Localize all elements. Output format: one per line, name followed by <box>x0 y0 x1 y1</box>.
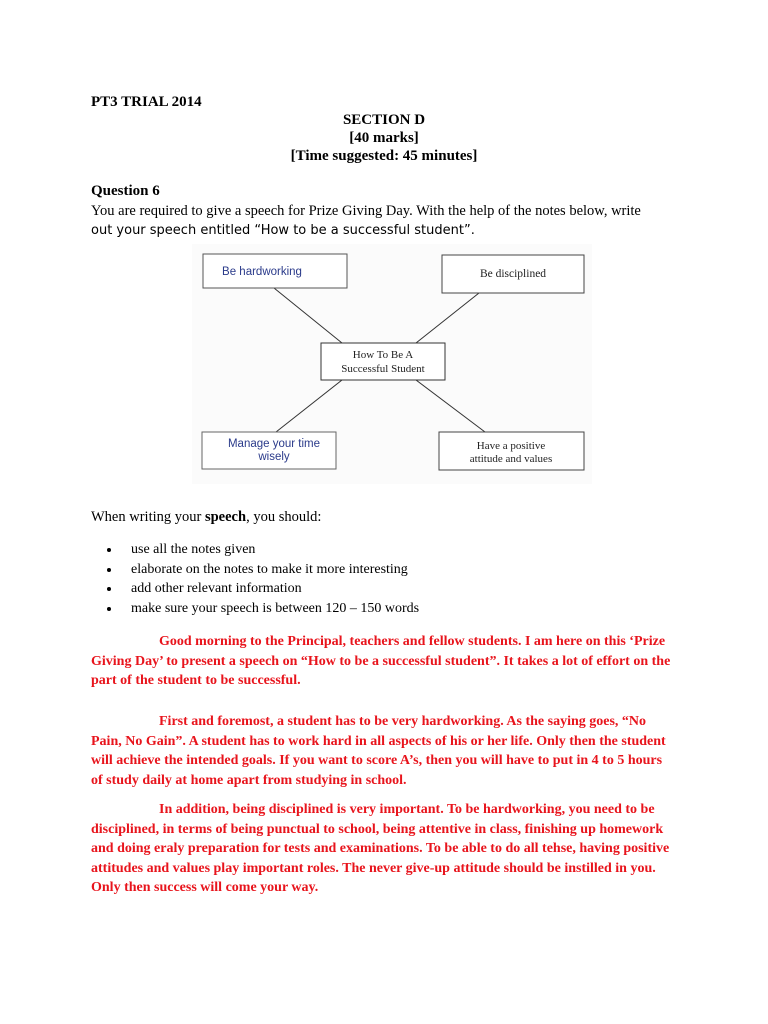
instructions-intro <box>91 509 321 526</box>
list-item: • make sure your speech is between 120 – 150 words <box>121 599 419 619</box>
section-time: [Time suggested: 45 minutes] <box>290 148 478 164</box>
question-line-1: You are required to give a speech for Prize Giving Day. With the help of the notes below, write <box>91 203 641 219</box>
question-title: Question 6 <box>91 183 160 199</box>
label-bottom-left-line-2: wisely <box>258 451 290 463</box>
list-item: • elaborate on the notes to make it more interesting <box>121 560 419 580</box>
label-top-right: Be disciplined <box>479 268 547 280</box>
section-marks: [40 marks] <box>349 130 419 146</box>
answer-paragraph-2: First and foremost, a student has to be very hardworking. As the saying goes, “No Pain, No Gain”. A student has to work hard in all aspects of his or her life. Only then the student will achieve the intended goals. If you want to score A’s, then you will have to put in 4 to 5 hours of study daily at home apart from studying in school. <box>91 714 666 788</box>
list-item: • use all the notes given <box>121 540 419 560</box>
question-line-2: out your speech entitled “How to be a successful student”. <box>91 223 475 238</box>
answer-paragraph-1: Good morning to the Principal, teachers and fellow students. I am here on this ‘Prize Giving Day’ to present a speech on “How to be a successful student”. It takes a lot of effort on the part of the student to be successful. <box>91 634 671 689</box>
instruction-list <box>91 540 419 618</box>
label-bottom-left-line-1: Manage your time <box>227 438 321 450</box>
instructions-intro-bold: speech <box>204 509 247 525</box>
mind-map-diagram <box>192 244 592 484</box>
instructions-intro-tail: , you should: <box>246 509 322 525</box>
label-bottom-right-line-2: attitude and values <box>469 453 553 465</box>
answer-paragraph-3: In addition, being disciplined is very important. To be hardworking, you need to be disciplined, in terms of being punctual to school, being attentive in class, finishing up homework and doing eraly preparation for tests and examinations. To be able to do all tehse, having positive attitudes and values play important roles. The never give-up attitude should be instilled in you. Only then success will come your way. <box>91 802 670 896</box>
list-item: • add other relevant information <box>121 579 419 599</box>
label-top-left: Be hardworking <box>222 266 302 278</box>
label-center-line-1: How To Be A <box>352 349 414 361</box>
label-bottom-right-line-1: Have a positive <box>476 440 546 452</box>
section-title: SECTION D <box>342 112 426 128</box>
instructions-intro-text: When writing your <box>91 509 205 525</box>
trial-title: PT3 TRIAL 2014 <box>91 94 202 110</box>
question-text <box>91 202 681 240</box>
label-center-line-2: Successful Student <box>341 363 425 375</box>
